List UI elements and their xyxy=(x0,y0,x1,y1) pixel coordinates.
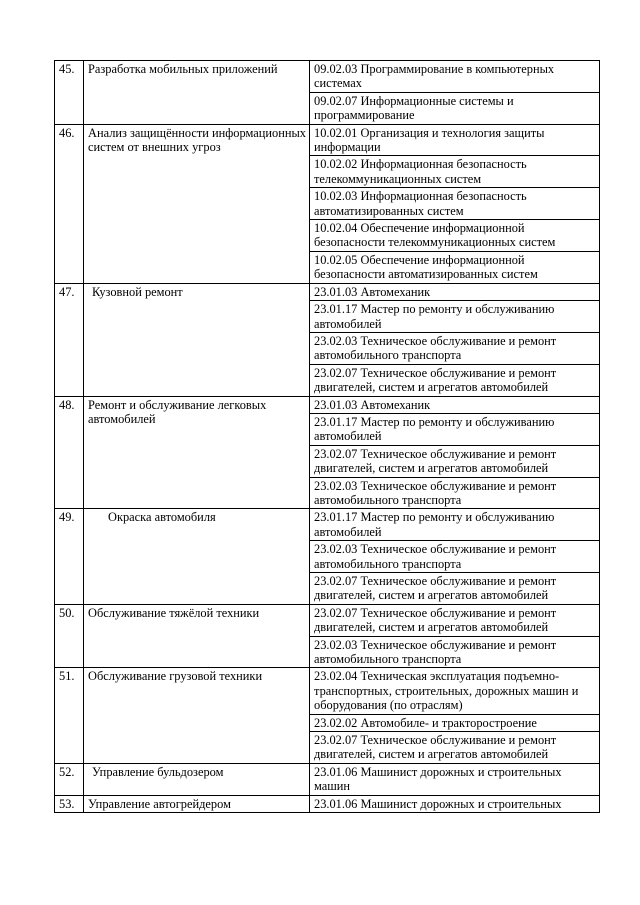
table-row xyxy=(55,396,600,413)
specialty-cell: 10.02.02 Информационная безопасность телекоммуникационных систем xyxy=(310,156,600,188)
specialty-cell: 23.02.03 Техническое обслуживание и ремонт автомобильного транспорта xyxy=(310,332,600,364)
specialty-cell: 23.01.06 Машинист дорожных и строительных машин xyxy=(310,763,600,795)
row-number: 45. xyxy=(55,61,84,125)
specialty-cell: 09.02.03 Программирование в компьютерных системах xyxy=(310,61,600,93)
table-row xyxy=(55,509,600,541)
specialty-cell: 23.01.03 Автомеханик xyxy=(310,396,600,413)
competency-name: Анализ защищённости информационных систем от внешних угроз xyxy=(84,124,310,283)
specialty-cell: 23.01.17 Мастер по ремонту и обслуживанию автомобилей xyxy=(310,509,600,541)
table-row xyxy=(55,668,600,714)
specialty-cell: 23.02.07 Техническое обслуживание и ремонт двигателей, систем и агрегатов автомобилей xyxy=(310,573,600,605)
specialty-cell: 09.02.07 Информационные системы и программирование xyxy=(310,92,600,124)
specialty-cell: 23.02.07 Техническое обслуживание и ремонт двигателей, систем и агрегатов автомобилей xyxy=(310,604,600,636)
specialty-cell: 10.02.03 Информационная безопасность автоматизированных систем xyxy=(310,188,600,220)
specialty-cell: 23.01.17 Мастер по ремонту и обслуживанию автомобилей xyxy=(310,413,600,445)
competency-name: Управление бульдозером xyxy=(84,763,310,795)
specialty-cell: 10.02.05 Обеспечение информационной безопасности автоматизированных систем xyxy=(310,251,600,283)
specialty-cell: 23.02.03 Техническое обслуживание и ремонт автомобильного транспорта xyxy=(310,477,600,509)
table-row xyxy=(55,763,600,795)
competency-name: Разработка мобильных приложений xyxy=(84,61,310,125)
specialty-cell: 10.02.04 Обеспечение информационной безопасности телекоммуникационных систем xyxy=(310,220,600,252)
table-row xyxy=(55,61,600,93)
competency-name: Обслуживание тяжёлой техники xyxy=(84,604,310,668)
specialty-cell: 23.02.03 Техническое обслуживание и ремонт автомобильного транспорта xyxy=(310,541,600,573)
row-number: 51. xyxy=(55,668,84,763)
specialty-cell: 23.01.03 Автомеханик xyxy=(310,283,600,300)
table-row xyxy=(55,795,600,812)
competency-name: Обслуживание грузовой техники xyxy=(84,668,310,763)
specialty-cell: 23.02.04 Техническая эксплуатация подъемно-транспортных, строительных, дорожных машин и оборудования (по отраслям) xyxy=(310,668,600,714)
table-row xyxy=(55,283,600,300)
row-number: 48. xyxy=(55,396,84,509)
competency-specialty-table xyxy=(54,60,600,813)
competency-name: Ремонт и обслуживание легковых автомобилей xyxy=(84,396,310,509)
table-row xyxy=(55,604,600,636)
specialty-cell: 10.02.01 Организация и технология защиты информации xyxy=(310,124,600,156)
specialty-cell: 23.02.03 Техническое обслуживание и ремонт автомобильного транспорта xyxy=(310,636,600,668)
specialty-cell: 23.02.07 Техническое обслуживание и ремонт двигателей, систем и агрегатов автомобилей xyxy=(310,364,600,396)
row-number: 49. xyxy=(55,509,84,604)
specialty-cell: 23.02.07 Техническое обслуживание и ремонт двигателей, систем и агрегатов автомобилей xyxy=(310,732,600,764)
specialty-cell: 23.02.07 Техническое обслуживание и ремонт двигателей, систем и агрегатов автомобилей xyxy=(310,445,600,477)
table-row xyxy=(55,124,600,156)
table-body xyxy=(55,61,600,813)
row-number: 52. xyxy=(55,763,84,795)
competency-name: Кузовной ремонт xyxy=(84,283,310,396)
row-number: 53. xyxy=(55,795,84,812)
specialty-cell: 23.01.17 Мастер по ремонту и обслуживанию автомобилей xyxy=(310,301,600,333)
competency-name: Окраска автомобиля xyxy=(84,509,310,604)
row-number: 50. xyxy=(55,604,84,668)
specialty-cell: 23.01.06 Машинист дорожных и строительных xyxy=(310,795,600,812)
row-number: 47. xyxy=(55,283,84,396)
row-number: 46. xyxy=(55,124,84,283)
specialty-cell: 23.02.02 Автомобиле- и тракторостроение xyxy=(310,714,600,731)
competency-name: Управление автогрейдером xyxy=(84,795,310,812)
